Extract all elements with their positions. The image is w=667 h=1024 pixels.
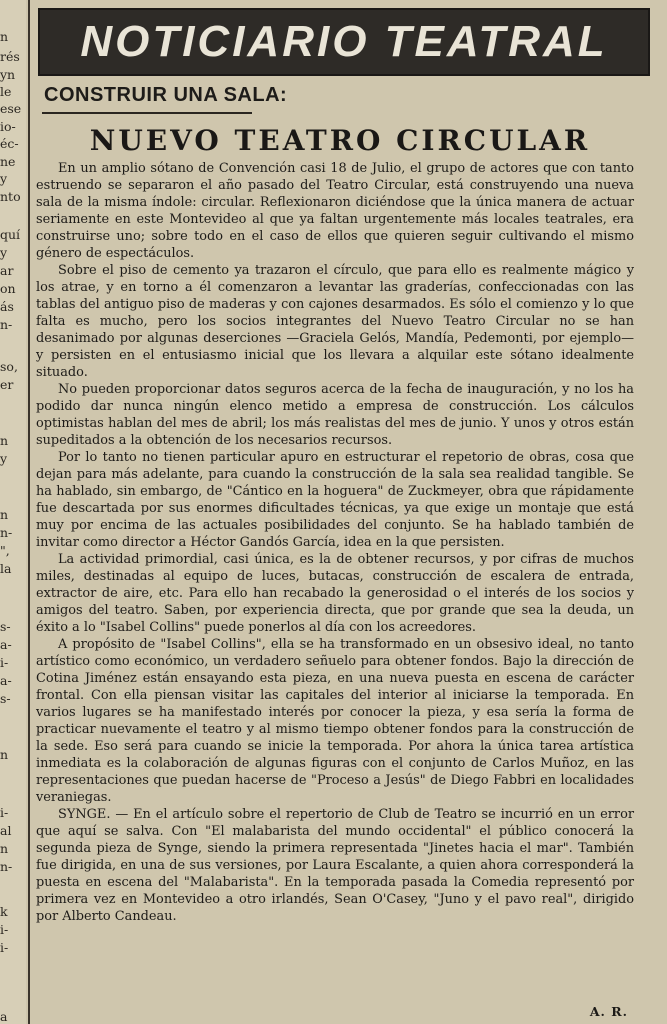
- kicker-underline: [42, 112, 252, 114]
- paragraph: En un amplio sótano de Convención casi 18 de Julio, el grupo de actores que con tanto estruendo se separaron el año pasado del Teatro Circular, está construyendo una nueva sala de la misma índole: circular. Reflexionaron diciéndose que la única manera de actuar seriamente en este Montevideo al que ya faltan urgentemente más locales teatrales, era construirse uno; sobre todo en el caso de ellos que quieren seguir cultivando el mismo género de espectáculos.: [36, 161, 634, 261]
- section-banner: [38, 8, 650, 76]
- adjacent-text-fragment: n: [0, 433, 9, 448]
- adjacent-text-fragment: ás: [0, 299, 14, 314]
- article: [34, 0, 664, 1024]
- adjacent-text-fragment: rés: [0, 49, 20, 64]
- adjacent-text-fragment: yn: [0, 67, 16, 82]
- kicker: CONSTRUIR UNA SALA:: [44, 84, 288, 106]
- adjacent-text-fragment: k: [0, 904, 8, 919]
- adjacent-text-fragment: i-: [0, 655, 9, 670]
- section-banner-title: NOTICIARIO TEATRAL: [80, 17, 608, 66]
- adjacent-text-fragment: a-: [0, 637, 12, 652]
- headline: NUEVO TEATRO CIRCULAR: [89, 124, 591, 157]
- adjacent-text-fragment: n-: [0, 317, 13, 332]
- paragraph: SYNGE. — En el artículo sobre el repertorio de Club de Teatro se incurrió en un error que aquí se salva. Con "El malabarista del mundo occidental" el público conocerá la segunda pieza de Synge, siendo la primera representada "Jinetes hacia el mar". También fue dirigida, en una de sus versiones, por Laura Escalante, a quien ahora corresponderá la puesta en escena del "Malabarista". En la temporada pasada la Comedia representó por primera vez en Montevideo a otro irlandés, Sean O'Casey, "Juno y el pavo real", dirigido por Alberto Candeau.: [36, 807, 634, 924]
- adjacent-text-fragment: i-: [0, 922, 9, 937]
- adjacent-text-fragment: s-: [0, 691, 11, 706]
- adjacent-text-fragment: n: [0, 507, 9, 522]
- paragraph: A propósito de "Isabel Collins", ella se ha transformado en un obsesivo ideal, no tanto artístico como económico, un verdadero señuelo para obtener fondos. Bajo la dirección de Cotina Jiménez están ensayando esta pieza, en una nueva puesta en escena de carácter frontal. Con ella piensan visitar las capitales del interior al iniciarse la temporada. En varios lugares se ha manifestado interés por conocer la pieza, y esa sería la forma de practicar nuevamente el teatro y al mismo tiempo obtener fondos para la construcción de la sede. Eso será para cuando se inicie la temporada. Por ahora la única tarea artística inmediata es la colaboración de algunas figuras con el conjunto de Carlos Muñoz, en las representaciones que puedan hacerse de "Proceso a Jesús" de Diego Fabbri en localidades veraniegas.: [36, 637, 634, 805]
- adjacent-text-fragment: on: [0, 281, 16, 296]
- adjacent-text-fragment: so,: [0, 359, 18, 374]
- adjacent-text-fragment: éc-: [0, 136, 19, 151]
- adjacent-text-fragment: n-: [0, 859, 13, 874]
- paragraph: Sobre el piso de cemento ya trazaron el círculo, que para ello es realmente mágico y los atrae, y en torno a él comenzaron a levantar las graderías, confeccionadas con las tablas del antiguo piso de maderas y con cajones desarmados. Es sólo el comienzo y lo que falta es mucho, pero los socios integrantes del Nuevo Teatro Circular no se han desanimado por algunas deserciones —Graciela Gelós, Mandía, Pedemonti, por ejemplo— y persisten en el entusiasmo inicial que los llevara a alquilar este sótano idealmente situado.: [36, 263, 634, 380]
- adjacent-text-fragment: la: [0, 561, 12, 576]
- adjacent-text-fragment: n: [0, 841, 9, 856]
- adjacent-text-fragment: n: [0, 747, 9, 762]
- paragraph: No pueden proporcionar datos seguros acerca de la fecha de inauguración, y no los ha podido dar nunca ningún elenco metido a empresa de construcción. Los cálculos optimistas hablan del mes de abril; los más realistas del mes de junio. Y unos y otros están supeditados a la obtención de los necesarios recursos.: [36, 382, 634, 448]
- adjacent-text-fragment: le: [0, 84, 12, 99]
- adjacent-text-fragment: quí: [0, 227, 21, 242]
- adjacent-text-fragment: y: [0, 451, 8, 466]
- adjacent-text-fragment: a-: [0, 673, 12, 688]
- adjacent-text-fragment: i-: [0, 805, 9, 820]
- adjacent-text-fragment: a: [0, 1009, 8, 1024]
- adjacent-column-fragment: [0, 0, 26, 1024]
- adjacent-text-fragment: al: [0, 823, 12, 838]
- adjacent-text-fragment: io-: [0, 119, 16, 134]
- column-rule: [28, 0, 30, 1024]
- paragraph: Por lo tanto no tienen particular apuro en estructurar el repetorio de obras, cosa que dejan para más adelante, para cuando la construcción de la sala sea realidad tangible. Se ha hablado, sin embargo, de "Cántico en la hoguera" de Zuckmeyer, obra que rápidamente fue descartada por sus enormes dificultades técnicas, ya que exige un montaje que está muy por encima de las actuales posibilidades del conjunto. Se ha hablado también de invitar como director a Héctor Gandós García, idea en la que persisten.: [36, 450, 634, 550]
- adjacent-text-fragment: nto: [0, 189, 21, 204]
- adjacent-text-fragment: n: [0, 29, 9, 44]
- adjacent-text-fragment: ",: [0, 543, 10, 558]
- adjacent-text-fragment: y: [0, 171, 8, 186]
- adjacent-text-fragment: i-: [0, 940, 9, 955]
- author-signature: A. R.: [589, 1004, 628, 1019]
- adjacent-text-fragment: ar: [0, 263, 14, 278]
- adjacent-text-fragment: er: [0, 377, 14, 392]
- adjacent-text-fragment: s-: [0, 619, 11, 634]
- article-body: [36, 160, 634, 925]
- paragraph: La actividad primordial, casi única, es la de obtener recursos, y por cifras de muchos miles, destinadas al equipo de luces, butacas, construcción de escalera de entrada, extractor de aire, etc. Para ello han recabado la generosidad o el interés de los socios y amigos del teatro. Saben, por experiencia directa, que por grande que sea la deuda, un éxito a lo "Isabel Collins" puede ponerlos al día con los acreedores.: [36, 552, 634, 635]
- adjacent-text-fragment: y: [0, 245, 8, 260]
- adjacent-text-fragment: ese: [0, 101, 22, 116]
- adjacent-text-fragment: ne: [0, 154, 16, 169]
- adjacent-text-fragment: n-: [0, 525, 13, 540]
